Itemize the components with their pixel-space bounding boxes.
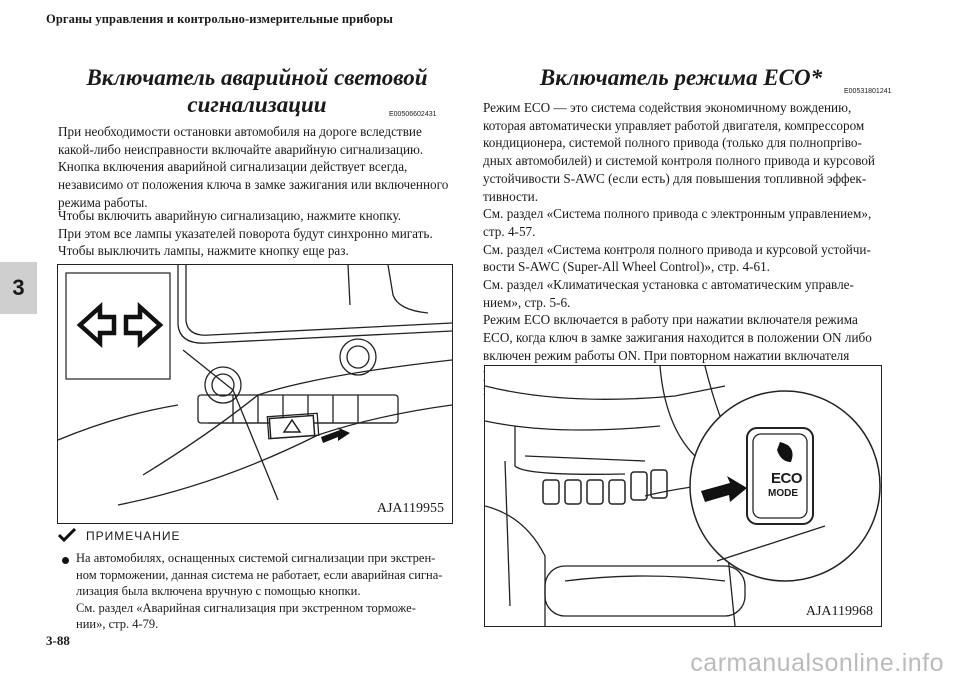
text-line: лизация была включена вручную с помощью кнопки. — [76, 584, 361, 599]
hazard-paragraph-1 — [58, 123, 463, 212]
text-line: См. раздел «Система полного привода с электронным управлением», — [483, 206, 872, 222]
text-line: стр. 4-57. — [483, 223, 536, 239]
note-check-icon — [58, 528, 76, 542]
text-line: См. раздел «Климатическая установка с автоматическим управле- — [483, 277, 854, 293]
text-line: устойчивости S-AWC (если есть) для повышения топливной эффек- — [483, 170, 867, 186]
hazard-figure-label: AJA119955 — [376, 501, 444, 516]
hazard-paragraph-2 — [58, 207, 463, 260]
note-body — [76, 550, 461, 633]
text-line: тивности. — [483, 188, 538, 204]
text-line: которая автоматически управляет работой двигателя, компрессором — [483, 117, 865, 133]
text-line: При этом все лампы указателей поворота будут синхронно мигать. — [58, 225, 433, 241]
eco-button-bottom-label: MODE — [768, 488, 798, 499]
text-line: нии», стр. 4-79. — [76, 617, 159, 632]
hazard-section-title — [62, 64, 452, 118]
hazard-title-line1: Включатель аварийной световой — [86, 65, 428, 90]
page-number: 3-88 — [46, 633, 70, 648]
hazard-section-code: E00506602431 — [389, 111, 437, 118]
note-heading: ПРИМЕЧАНИЕ — [86, 529, 181, 543]
running-header: Органы управления и контрольно-измерительные приборы — [46, 12, 393, 26]
eco-body — [483, 99, 888, 400]
eco-section-title: Включатель режима ECO* — [539, 65, 823, 90]
text-line: режима работы. — [58, 194, 148, 210]
text-line: ном торможении, данная система не работает, если аварийная сигна- — [76, 567, 443, 582]
text-line: Чтобы включить аварийную сигнализацию, нажмите кнопку. — [58, 208, 402, 223]
text-line: включен режим работы ON. При повторном нажатии включателя — [483, 347, 850, 363]
text-line: См. раздел «Система контроля полного привода и курсовой устойчи- — [483, 241, 871, 257]
eco-button-top-label: ECO — [771, 470, 803, 487]
dashboard-hazard-illustration — [58, 265, 452, 523]
eco-switch-figure — [484, 365, 882, 627]
text-line: ECO, когда ключ в замке зажигания находится в положении ON либо — [483, 330, 872, 346]
text-line: независимо от положения ключа в замке зажигания или включенного — [58, 177, 449, 193]
text-line: нием», стр. 5-6. — [483, 294, 571, 310]
note-bullet — [62, 557, 69, 564]
text-line: При необходимости остановки автомобиля на дороге вследствие — [58, 124, 422, 139]
chapter-tab: 3 — [0, 262, 37, 314]
text-line: Кнопка включения аварийной сигнализации действует всегда, — [58, 159, 408, 175]
text-line: Чтобы выключить лампы, нажмите кнопку еще раз. — [58, 243, 349, 259]
text-line: какой-либо неисправности включайте аварийную сигнализацию. — [58, 141, 424, 157]
text-line: На автомобилях, оснащенных системой сигнализации при экстрен- — [76, 551, 436, 565]
text-line: кондиционера, системой полного привода (только для полнопpriво- — [483, 135, 862, 151]
text-line: вости S-AWC (Super-All Wheel Control)», стр. 4-61. — [483, 259, 770, 275]
hazard-title-line2: сигнализации — [187, 92, 327, 117]
eco-console-illustration — [485, 366, 881, 626]
text-line: Режим ECO включается в работу при нажатии включателя режима — [483, 312, 858, 328]
text-line: Режим ECO — это система содействия экономичному вождению, — [483, 100, 852, 115]
eco-section-code: E00531801241 — [844, 88, 892, 95]
text-line: См. раздел «Аварийная сигнализация при экстренном торможе- — [76, 600, 416, 615]
eco-figure-label: AJA119968 — [805, 604, 873, 619]
text-line: дных автомобилей) и системой контроля полного привода и курсовой — [483, 153, 875, 169]
watermark: carmanualsonline.info — [690, 649, 944, 677]
hazard-switch-figure — [57, 264, 453, 524]
